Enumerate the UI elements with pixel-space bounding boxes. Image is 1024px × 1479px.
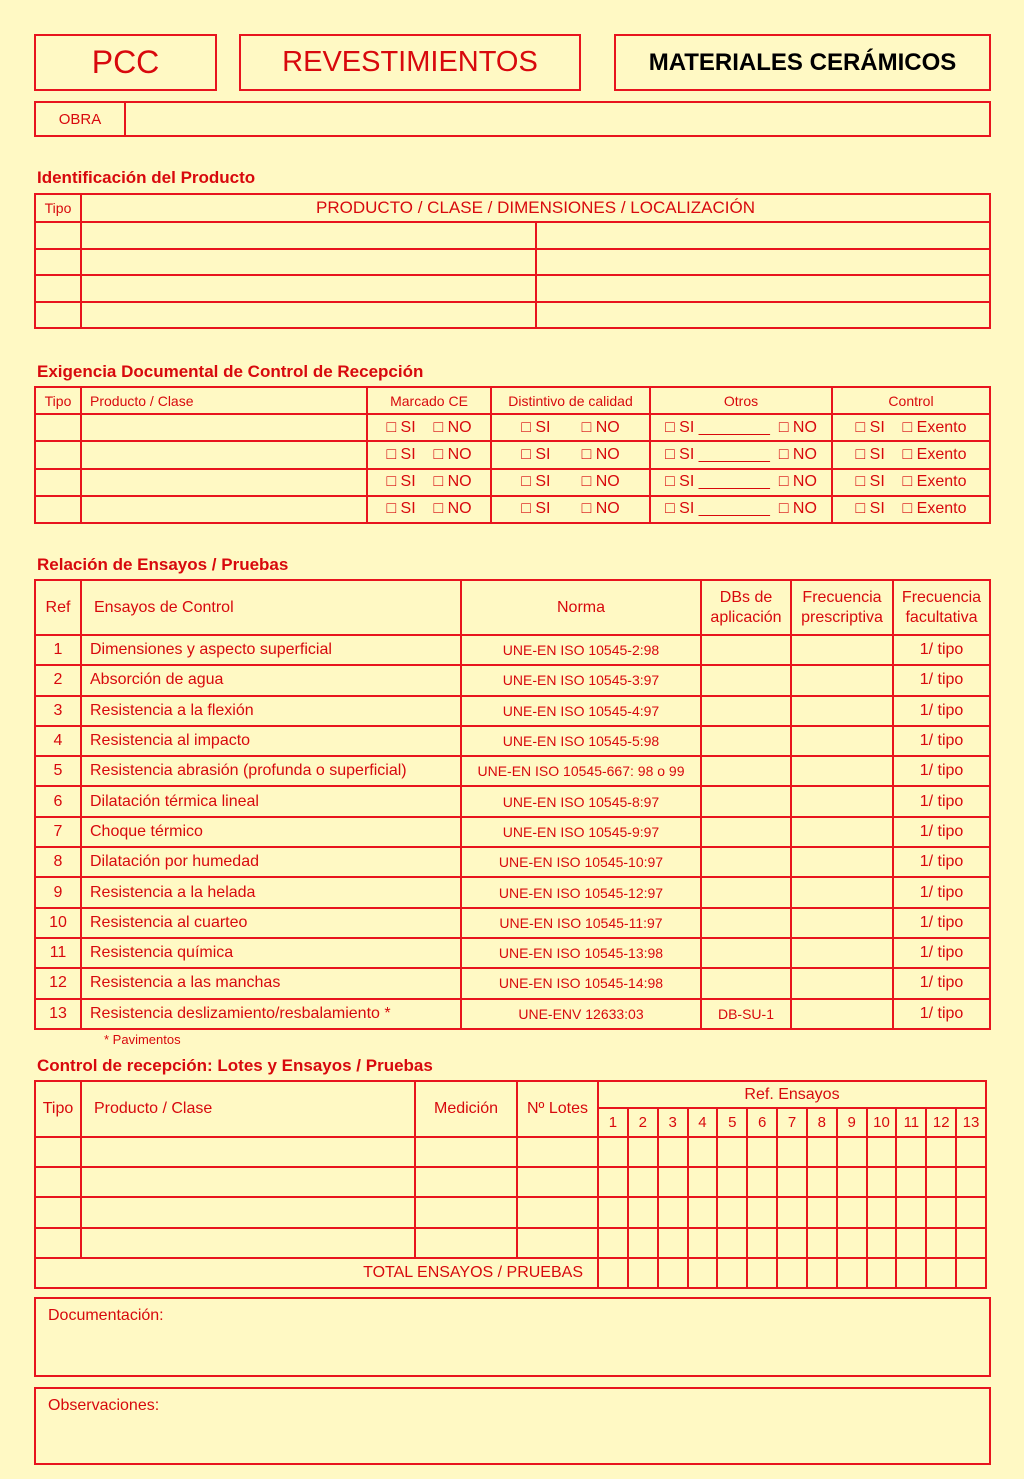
exig-col-marcado: Marcado CE <box>367 387 491 414</box>
obra-label: OBRA <box>35 102 125 136</box>
control-title: Control de recepción: Lotes y Ensayos / Pruebas <box>37 1056 433 1075</box>
lote-cell[interactable] <box>517 1228 598 1258</box>
ensayo-norma: UNE-EN ISO 10545-14:98 <box>461 968 701 998</box>
ensayo-norma: UNE-EN ISO 10545-4:97 <box>461 696 701 726</box>
ens-col-freq-facultativa: Frecuencia facultativa <box>893 580 990 635</box>
lote-cell[interactable] <box>598 1228 628 1258</box>
ensayo-norma: UNE-EN ISO 10545-11:97 <box>461 908 701 938</box>
ensayo-freq-prescriptiva[interactable] <box>791 938 893 968</box>
page-title: MATERIALES CERÁMICOS <box>648 48 957 76</box>
ensayo-freq-prescriptiva[interactable] <box>791 847 893 877</box>
documentacion-label: Documentación: <box>48 1307 164 1324</box>
lote-cell[interactable] <box>688 1228 718 1258</box>
total-cell[interactable] <box>658 1258 688 1288</box>
ensayo-norma: UNE-EN ISO 10545-8:97 <box>461 786 701 816</box>
ens-col-freq-prescriptiva: Frecuencia prescriptiva <box>791 580 893 635</box>
ensayo-norma: UNE-ENV 12633:03 <box>461 999 701 1029</box>
ensayo-dbs[interactable] <box>701 786 791 816</box>
exig-producto-cell[interactable] <box>81 414 367 441</box>
ensayo-norma: UNE-EN ISO 10545-12:97 <box>461 877 701 907</box>
otros-checks[interactable]: □ SI ________ □ NO <box>650 496 832 523</box>
lote-cell[interactable] <box>837 1167 867 1197</box>
marcado-ce-checks[interactable]: □ SI □ NO <box>367 414 491 441</box>
ensayo-row <box>35 877 990 907</box>
ensayo-row <box>35 968 990 998</box>
ensayo-freq-prescriptiva[interactable] <box>791 665 893 695</box>
ctrl-col-medicion: Medición <box>415 1081 517 1137</box>
ensayo-row <box>35 938 990 968</box>
lote-cell[interactable] <box>35 1167 81 1197</box>
lote-cell[interactable] <box>747 1137 777 1167</box>
category-label: REVESTIMIENTOS <box>282 46 538 78</box>
ensayo-ref: 1 <box>35 635 81 665</box>
lote-cell[interactable] <box>517 1167 598 1197</box>
total-row <box>35 1258 986 1288</box>
exig-col-distintivo: Distintivo de calidad <box>491 387 650 414</box>
ident-cell[interactable] <box>81 249 536 276</box>
ident-col-producto: PRODUCTO / CLASE / DIMENSIONES / LOCALIZACIÓN <box>81 194 990 222</box>
lote-cell[interactable] <box>628 1228 658 1258</box>
ref-ensayo-col: 10 <box>867 1108 897 1137</box>
ctrl-col-lotes: Nº Lotes <box>517 1081 598 1137</box>
ensayo-row <box>35 726 990 756</box>
lote-cell[interactable] <box>896 1137 926 1167</box>
lote-cell[interactable] <box>867 1228 897 1258</box>
documentacion-box[interactable] <box>34 1297 991 1377</box>
ident-cell[interactable] <box>35 222 81 249</box>
ensayo-ref: 10 <box>35 908 81 938</box>
otros-checks[interactable]: □ SI ________ □ NO <box>650 441 832 468</box>
lote-cell[interactable] <box>628 1167 658 1197</box>
lote-cell[interactable] <box>837 1228 867 1258</box>
ensayo-freq-facultativa[interactable]: 1/ tipo <box>893 817 990 847</box>
control-table <box>34 1080 987 1289</box>
lote-cell[interactable] <box>956 1228 986 1258</box>
lote-row <box>35 1167 986 1197</box>
lote-cell[interactable] <box>658 1137 688 1167</box>
ident-col-tipo: Tipo <box>35 194 81 222</box>
total-cell[interactable] <box>896 1258 926 1288</box>
ensayo-dbs[interactable] <box>701 938 791 968</box>
pcc-label: PCC <box>91 44 160 80</box>
ensayo-freq-facultativa[interactable]: 1/ tipo <box>893 877 990 907</box>
ctrl-col-ref-ensayos: Ref. Ensayos <box>598 1081 986 1108</box>
ensayos-title: Relación de Ensayos / Pruebas <box>37 555 289 574</box>
lote-cell[interactable] <box>81 1137 415 1167</box>
lote-cell[interactable] <box>598 1137 628 1167</box>
ensayo-ref: 8 <box>35 847 81 877</box>
ensayo-row <box>35 635 990 665</box>
ident-cell[interactable] <box>536 222 991 249</box>
lote-cell[interactable] <box>896 1167 926 1197</box>
distintivo-checks[interactable]: □ SI □ NO <box>491 469 650 496</box>
lote-cell[interactable] <box>777 1228 807 1258</box>
ensayo-row <box>35 817 990 847</box>
ens-col-norma: Norma <box>461 580 701 635</box>
lote-cell[interactable] <box>717 1197 747 1227</box>
exig-row <box>35 469 990 496</box>
ident-cell[interactable] <box>81 275 536 302</box>
lote-cell[interactable] <box>777 1167 807 1197</box>
control-checks[interactable]: □ SI □ Exento <box>832 496 990 523</box>
lote-row <box>35 1197 986 1227</box>
ensayo-freq-prescriptiva[interactable] <box>791 968 893 998</box>
ident-cell[interactable] <box>35 249 81 276</box>
ref-ensayo-col: 5 <box>717 1108 747 1137</box>
lote-cell[interactable] <box>867 1197 897 1227</box>
footnote: * Pavimentos <box>104 1032 181 1047</box>
marcado-ce-checks[interactable]: □ SI □ NO <box>367 496 491 523</box>
ensayo-freq-facultativa[interactable]: 1/ tipo <box>893 999 990 1029</box>
lote-row <box>35 1137 986 1167</box>
exigencia-title: Exigencia Documental de Control de Recepción <box>37 362 424 381</box>
distintivo-checks[interactable]: □ SI □ NO <box>491 496 650 523</box>
total-cell[interactable] <box>717 1258 747 1288</box>
ensayo-name: Resistencia química <box>81 938 461 968</box>
ref-ensayo-col: 4 <box>688 1108 718 1137</box>
lote-cell[interactable] <box>415 1197 517 1227</box>
lote-row <box>35 1228 986 1258</box>
ensayo-freq-facultativa[interactable]: 1/ tipo <box>893 726 990 756</box>
lote-cell[interactable] <box>688 1197 718 1227</box>
ensayo-freq-prescriptiva[interactable] <box>791 756 893 786</box>
exig-col-producto: Producto / Clase <box>81 387 367 414</box>
ident-cell[interactable] <box>81 302 536 329</box>
exig-row <box>35 414 990 441</box>
lote-cell[interactable] <box>628 1137 658 1167</box>
ensayo-freq-facultativa[interactable]: 1/ tipo <box>893 938 990 968</box>
ensayo-dbs[interactable] <box>701 877 791 907</box>
ensayo-freq-facultativa[interactable]: 1/ tipo <box>893 908 990 938</box>
lote-cell[interactable] <box>81 1167 415 1197</box>
ensayo-ref: 6 <box>35 786 81 816</box>
ensayo-ref: 3 <box>35 696 81 726</box>
ensayo-norma: UNE-EN ISO 10545-10:97 <box>461 847 701 877</box>
ensayo-norma: UNE-EN ISO 10545-13:98 <box>461 938 701 968</box>
lote-cell[interactable] <box>598 1197 628 1227</box>
control-checks[interactable]: □ SI □ Exento <box>832 441 990 468</box>
control-checks[interactable]: □ SI □ Exento <box>832 469 990 496</box>
ensayo-freq-facultativa[interactable]: 1/ tipo <box>893 847 990 877</box>
exig-tipo-cell[interactable] <box>35 469 81 496</box>
lote-cell[interactable] <box>658 1197 688 1227</box>
ensayo-name: Resistencia deslizamiento/resbalamiento * <box>81 999 461 1029</box>
ensayo-norma: UNE-EN ISO 10545-9:97 <box>461 817 701 847</box>
ensayo-name: Resistencia al cuarteo <box>81 908 461 938</box>
lote-cell[interactable] <box>926 1228 956 1258</box>
exig-col-otros: Otros <box>650 387 832 414</box>
lote-cell[interactable] <box>807 1167 837 1197</box>
ensayo-dbs[interactable] <box>701 726 791 756</box>
distintivo-checks[interactable]: □ SI □ NO <box>491 441 650 468</box>
ensayo-name: Resistencia a la helada <box>81 877 461 907</box>
ensayo-name: Resistencia al impacto <box>81 726 461 756</box>
lote-cell[interactable] <box>81 1197 415 1227</box>
ident-cell[interactable] <box>536 275 991 302</box>
ref-ensayo-col: 6 <box>747 1108 777 1137</box>
ensayo-row <box>35 696 990 726</box>
ensayo-freq-prescriptiva[interactable] <box>791 786 893 816</box>
total-cell[interactable] <box>628 1258 658 1288</box>
lote-cell[interactable] <box>747 1228 777 1258</box>
ensayo-ref: 2 <box>35 665 81 695</box>
ensayo-ref: 5 <box>35 756 81 786</box>
ensayo-ref: 9 <box>35 877 81 907</box>
ensayo-name: Dilatación por humedad <box>81 847 461 877</box>
lote-cell[interactable] <box>926 1137 956 1167</box>
ensayo-freq-prescriptiva[interactable] <box>791 908 893 938</box>
lote-cell[interactable] <box>517 1137 598 1167</box>
ensayo-ref: 4 <box>35 726 81 756</box>
ensayo-norma: UNE-EN ISO 10545-5:98 <box>461 726 701 756</box>
ensayo-name: Resistencia a la flexión <box>81 696 461 726</box>
ref-ensayo-col: 13 <box>956 1108 986 1137</box>
lote-cell[interactable] <box>35 1197 81 1227</box>
lote-cell[interactable] <box>717 1167 747 1197</box>
ref-ensayo-col: 8 <box>807 1108 837 1137</box>
exig-tipo-cell[interactable] <box>35 496 81 523</box>
lote-cell[interactable] <box>896 1197 926 1227</box>
observaciones-label: Observaciones: <box>48 1397 160 1414</box>
otros-checks[interactable]: □ SI ________ □ NO <box>650 414 832 441</box>
ensayo-row <box>35 908 990 938</box>
lote-cell[interactable] <box>35 1228 81 1258</box>
ensayo-norma: UNE-EN ISO 10545-667: 98 o 99 <box>461 756 701 786</box>
total-cell[interactable] <box>837 1258 867 1288</box>
ref-ensayo-col: 1 <box>598 1108 628 1137</box>
exig-row <box>35 441 990 468</box>
ensayo-ref: 13 <box>35 999 81 1029</box>
ensayo-row <box>35 999 990 1029</box>
ensayo-ref: 11 <box>35 938 81 968</box>
ensayo-name: Resistencia a las manchas <box>81 968 461 998</box>
exig-producto-cell[interactable] <box>81 496 367 523</box>
ensayo-row <box>35 786 990 816</box>
lote-cell[interactable] <box>688 1167 718 1197</box>
ctrl-col-producto: Producto / Clase <box>81 1081 415 1137</box>
exig-producto-cell[interactable] <box>81 469 367 496</box>
ensayo-freq-facultativa[interactable]: 1/ tipo <box>893 968 990 998</box>
category-box <box>239 34 581 91</box>
lote-cell[interactable] <box>415 1167 517 1197</box>
ensayo-row <box>35 665 990 695</box>
lote-cell[interactable] <box>688 1137 718 1167</box>
total-cell[interactable] <box>807 1258 837 1288</box>
ensayo-dbs[interactable] <box>701 696 791 726</box>
ensayo-dbs[interactable] <box>701 817 791 847</box>
lote-cell[interactable] <box>598 1167 628 1197</box>
ensayo-row <box>35 756 990 786</box>
marcado-ce-checks[interactable]: □ SI □ NO <box>367 469 491 496</box>
exig-tipo-cell[interactable] <box>35 441 81 468</box>
ensayo-dbs[interactable]: DB-SU-1 <box>701 999 791 1029</box>
ref-ensayo-col: 9 <box>837 1108 867 1137</box>
ensayo-freq-facultativa[interactable]: 1/ tipo <box>893 756 990 786</box>
ensayo-dbs[interactable] <box>701 635 791 665</box>
distintivo-checks[interactable]: □ SI □ NO <box>491 414 650 441</box>
ensayo-dbs[interactable] <box>701 847 791 877</box>
ident-cell[interactable] <box>35 275 81 302</box>
lote-cell[interactable] <box>777 1137 807 1167</box>
ref-ensayo-col: 7 <box>777 1108 807 1137</box>
ensayo-dbs[interactable] <box>701 908 791 938</box>
ensayo-freq-facultativa[interactable]: 1/ tipo <box>893 635 990 665</box>
lote-cell[interactable] <box>926 1167 956 1197</box>
lote-cell[interactable] <box>658 1228 688 1258</box>
ref-ensayo-col: 2 <box>628 1108 658 1137</box>
exig-col-control: Control <box>832 387 990 414</box>
lote-cell[interactable] <box>415 1228 517 1258</box>
ensayo-name: Dimensiones y aspecto superficial <box>81 635 461 665</box>
lote-cell[interactable] <box>717 1137 747 1167</box>
total-cell[interactable] <box>777 1258 807 1288</box>
ref-ensayo-col: 12 <box>926 1108 956 1137</box>
observaciones-box[interactable] <box>34 1387 991 1465</box>
ensayo-name: Dilatación térmica lineal <box>81 786 461 816</box>
ensayo-freq-prescriptiva[interactable] <box>791 635 893 665</box>
ensayo-freq-facultativa[interactable]: 1/ tipo <box>893 696 990 726</box>
pcc-box <box>34 34 217 91</box>
lote-cell[interactable] <box>35 1137 81 1167</box>
ensayo-freq-prescriptiva[interactable] <box>791 696 893 726</box>
ensayo-dbs[interactable] <box>701 968 791 998</box>
ensayo-ref: 12 <box>35 968 81 998</box>
lote-cell[interactable] <box>517 1197 598 1227</box>
lote-cell[interactable] <box>628 1197 658 1227</box>
total-cell[interactable] <box>867 1258 897 1288</box>
ensayo-norma: UNE-EN ISO 10545-3:97 <box>461 665 701 695</box>
identificacion-table <box>34 193 991 329</box>
ctrl-col-tipo: Tipo <box>35 1081 81 1137</box>
lote-cell[interactable] <box>896 1228 926 1258</box>
total-cell[interactable] <box>598 1258 628 1288</box>
ensayo-name: Absorción de agua <box>81 665 461 695</box>
ensayo-freq-prescriptiva[interactable] <box>791 726 893 756</box>
lote-cell[interactable] <box>807 1228 837 1258</box>
lote-cell[interactable] <box>717 1228 747 1258</box>
ensayos-table <box>34 579 991 1030</box>
total-cell[interactable] <box>688 1258 718 1288</box>
lote-cell[interactable] <box>747 1167 777 1197</box>
lote-cell[interactable] <box>837 1137 867 1167</box>
lote-cell[interactable] <box>81 1228 415 1258</box>
lote-cell[interactable] <box>956 1197 986 1227</box>
ref-ensayo-col: 3 <box>658 1108 688 1137</box>
ensayo-dbs[interactable] <box>701 756 791 786</box>
exigencia-table <box>34 386 991 524</box>
exig-row <box>35 496 990 523</box>
title-box <box>614 34 991 91</box>
ensayo-freq-prescriptiva[interactable] <box>791 999 893 1029</box>
lote-cell[interactable] <box>747 1197 777 1227</box>
ens-col-ensayo: Ensayos de Control <box>81 580 461 635</box>
lote-cell[interactable] <box>807 1197 837 1227</box>
exig-col-tipo: Tipo <box>35 387 81 414</box>
ens-col-ref: Ref <box>35 580 81 635</box>
obra-table <box>34 101 991 137</box>
lote-cell[interactable] <box>867 1137 897 1167</box>
otros-checks[interactable]: □ SI ________ □ NO <box>650 469 832 496</box>
ident-cell[interactable] <box>536 249 991 276</box>
lote-cell[interactable] <box>867 1167 897 1197</box>
total-cell[interactable] <box>926 1258 956 1288</box>
lote-cell[interactable] <box>926 1197 956 1227</box>
ensayo-name: Choque térmico <box>81 817 461 847</box>
total-cell[interactable] <box>956 1258 986 1288</box>
ref-ensayo-col: 11 <box>896 1108 926 1137</box>
ensayo-row <box>35 847 990 877</box>
total-label: TOTAL ENSAYOS / PRUEBAS <box>35 1258 598 1288</box>
ensayo-freq-prescriptiva[interactable] <box>791 877 893 907</box>
total-cell[interactable] <box>747 1258 777 1288</box>
ensayo-freq-facultativa[interactable]: 1/ tipo <box>893 786 990 816</box>
ensayo-name: Resistencia abrasión (profunda o superficial) <box>81 756 461 786</box>
ensayo-freq-prescriptiva[interactable] <box>791 817 893 847</box>
lote-cell[interactable] <box>658 1167 688 1197</box>
identificacion-title: Identificación del Producto <box>37 168 256 187</box>
obra-field[interactable] <box>125 102 990 136</box>
exig-producto-cell[interactable] <box>81 441 367 468</box>
marcado-ce-checks[interactable]: □ SI □ NO <box>367 441 491 468</box>
ensayo-norma: UNE-EN ISO 10545-2:98 <box>461 635 701 665</box>
lote-cell[interactable] <box>415 1137 517 1167</box>
ensayo-dbs[interactable] <box>701 665 791 695</box>
lote-cell[interactable] <box>777 1197 807 1227</box>
lote-cell[interactable] <box>956 1167 986 1197</box>
lote-cell[interactable] <box>837 1197 867 1227</box>
ensayo-ref: 7 <box>35 817 81 847</box>
ens-col-dbs: DBs de aplicación <box>701 580 791 635</box>
ident-cell[interactable] <box>35 302 81 329</box>
lote-cell[interactable] <box>807 1137 837 1167</box>
ident-cell[interactable] <box>81 222 536 249</box>
lote-cell[interactable] <box>956 1137 986 1167</box>
exig-tipo-cell[interactable] <box>35 414 81 441</box>
control-checks[interactable]: □ SI □ Exento <box>832 414 990 441</box>
ident-cell[interactable] <box>536 302 991 329</box>
ensayo-freq-facultativa[interactable]: 1/ tipo <box>893 665 990 695</box>
